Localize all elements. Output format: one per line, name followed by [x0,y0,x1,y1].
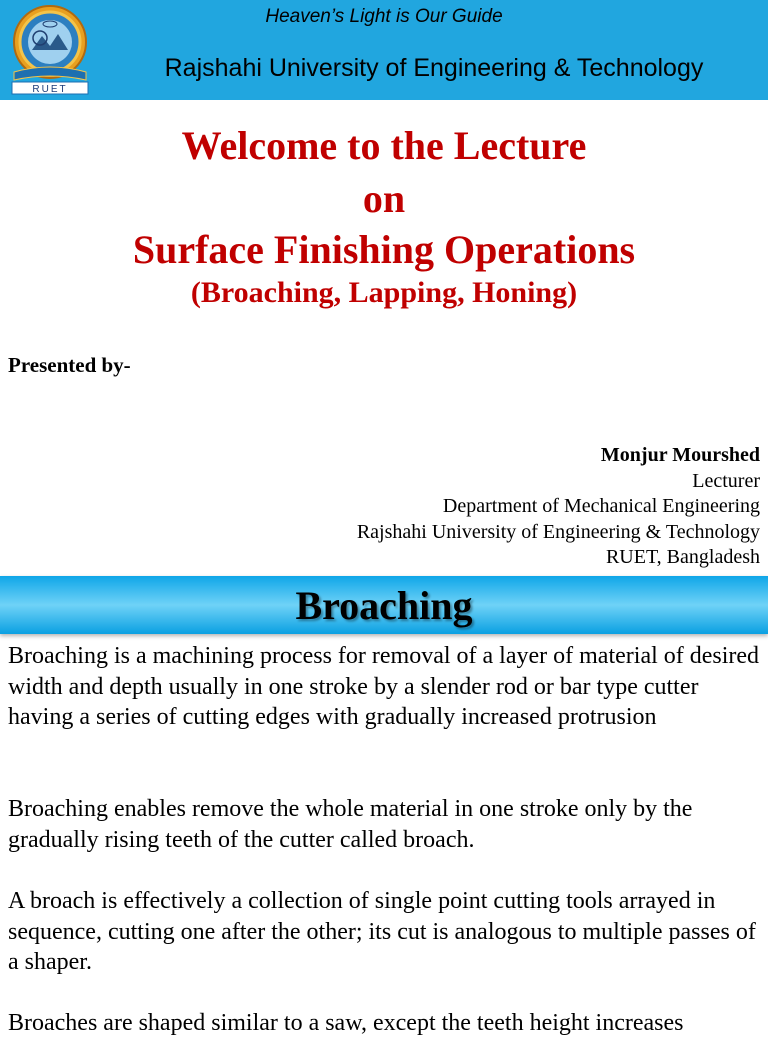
university-name: Rajshahi University of Engineering & Technology [164,54,704,82]
header-band [0,0,768,100]
paragraph-4: Broaches are shaped similar to a saw, except the teeth height increases [8,1010,684,1036]
presenter-position: Lecturer [692,469,760,492]
presenter-location: RUET, Bangladesh [605,546,760,568]
presented-by-label: Presented by- [8,353,131,377]
paragraph-3: A broach is effectively a collection of single point cutting tools arrayed in sequence, cutting one after the other; its cut is analogous to multiple passes of a shaper. [8,888,756,975]
presenter-university: Rajshahi University of Engineering & Technology [356,520,760,543]
ruet-logo [4,2,96,96]
presenter-department: Department of Mechanical Engineering [442,495,760,517]
section-banner [0,576,768,634]
motto: Heaven’s Light is Our Guide [265,6,503,27]
title-subtitle: (Broaching, Lapping, Honing) [190,276,578,309]
paragraph-2: Broaching enables remove the whole material in one stroke only by the gradually rising teeth of the cutter called broach. [8,796,693,853]
title-line-3: Surface Finishing Operations [132,227,636,272]
presenter-block [357,443,760,571]
section-heading: Broaching [295,583,473,628]
title-line-2: on [362,176,406,221]
paragraph-1: Broaching is a machining process for removal of a layer of material of desired width and depth usually in one stroke by a slender rod or bar type cutter having a series of cutting edges with gradually increased protrusion [8,643,760,730]
presenter-name: Monjur Mourshed [600,444,760,466]
logo-text: RUET [32,84,68,95]
title-line-1: Welcome to the Lecture [181,123,587,168]
